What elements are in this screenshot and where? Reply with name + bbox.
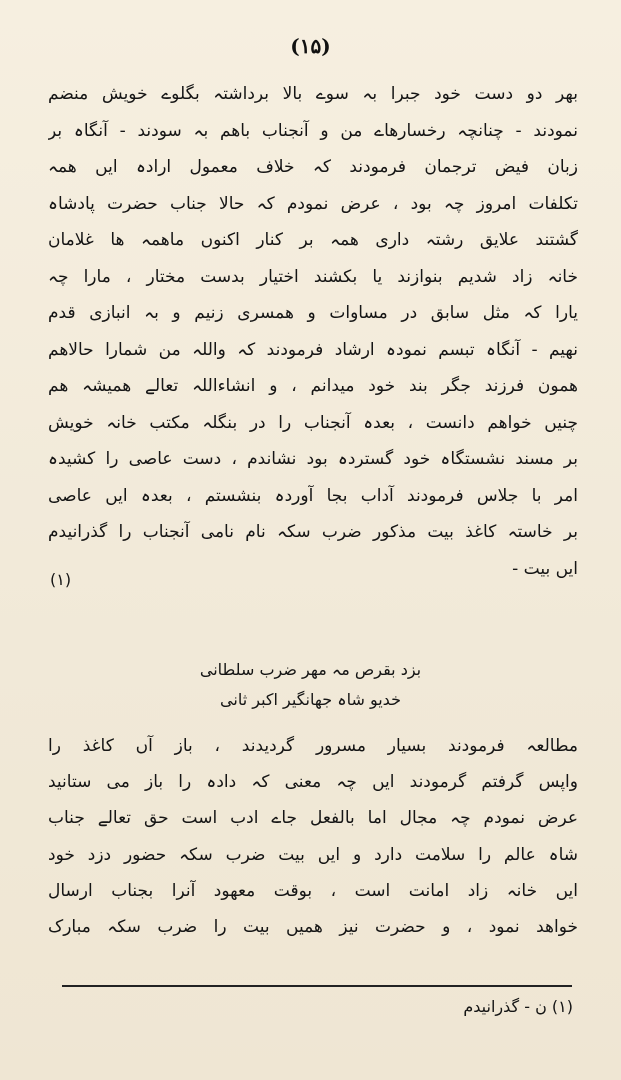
- text-line: بهر دو دست خود جبرا بہ سوے بالا برداشتہ بگلوے خویش منضم: [48, 84, 578, 104]
- text-line: نهیم - آنگاہ تبسم نمودہ ارشاد فرمودند کہ واللہ من شمارا حالاهم: [48, 339, 578, 360]
- text-line: مطالعہ فرمودند بسیار مسرور گردیدند ، باز آں کاغذ را: [48, 736, 578, 756]
- text-line: خانہ زاد شدیم بنوازند یا بکشند اختیار بدست مختار ، مارا چہ: [48, 266, 578, 287]
- verse-line-1: بزد بقرص مہ مهر ضرب سلطانی: [199, 660, 422, 679]
- text-line: ایں بیت -: [512, 558, 578, 579]
- footnote-divider: [62, 985, 572, 987]
- text-line: نمودند - چنانچہ رخسارهاے من و آنجناب باهم بہ سودند - آنگاہ بر: [48, 120, 578, 141]
- text-line: عرض نمودم چہ مجال اما بالفعل جاے ادب است حق تعالے جناب: [48, 808, 578, 829]
- footnote: (۱) ن - گذرانیدم: [463, 997, 573, 1016]
- text-line: بر خاستہ کاغذ بیت مذکور ضرب سکہ نام نامی آنجناب را گذرانیدم: [48, 522, 578, 542]
- paragraph-2: [48, 728, 578, 945]
- page-number: (۱۵): [290, 34, 331, 58]
- text-line: شاہ عالم را سلامت دارد و ایں بیت ضرب سکہ حضور دزد خود: [48, 844, 578, 865]
- text-line: خواهد نمود ، و حضرت نیز همیں بیت را ضرب سکہ مبارک: [48, 917, 578, 938]
- text-line: امر با جلاس فرمودند آداب بجا آوردہ بنشستم ، بعدہ ایں عاصی: [48, 485, 578, 506]
- verse-line-2: خدیو شاہ جهانگیر اکبر ثانی: [220, 690, 401, 709]
- footnote-marker: (۱): [50, 570, 72, 589]
- text-line: بر مسند نشستگاہ خود گستردہ بود نشاندم ، دست عاصی را کشیدہ: [48, 449, 578, 469]
- paragraph-1: [48, 76, 578, 587]
- text-line: زبان فیض ترجمان فرمودند کہ خلاف معمول ارادہ ایں همہ: [48, 157, 578, 177]
- text-line: واپس گرفتم گرمودند ایں چہ معنی کہ دادہ را باز می ستانید: [48, 772, 578, 793]
- text-line: چنیں خواهم دانست ، بعدہ آنجناب را در بنگلہ مکتب خانہ خویش: [48, 412, 578, 433]
- text-line: تکلفات امروز چہ بود ، عرض نمودم کہ حالا جناب حضرت پادشاہ: [48, 193, 578, 214]
- text-line: همون فرزند جگر بند خود میدانم ، و انشاءاللہ تعالے همیشہ هم: [48, 376, 578, 396]
- text-line: ایں خانہ زاد امانت است ، بوقت معهود آنرا بجناب ارسال: [48, 880, 578, 901]
- text-line: گشتند علایق رشتہ داری همہ بر کنار اکنوں ماهمہ ها غلامان: [48, 230, 578, 250]
- text-line: یارا کہ مثل سابق در مساوات و همسری زنیم و بہ انبازی قدم: [48, 303, 578, 323]
